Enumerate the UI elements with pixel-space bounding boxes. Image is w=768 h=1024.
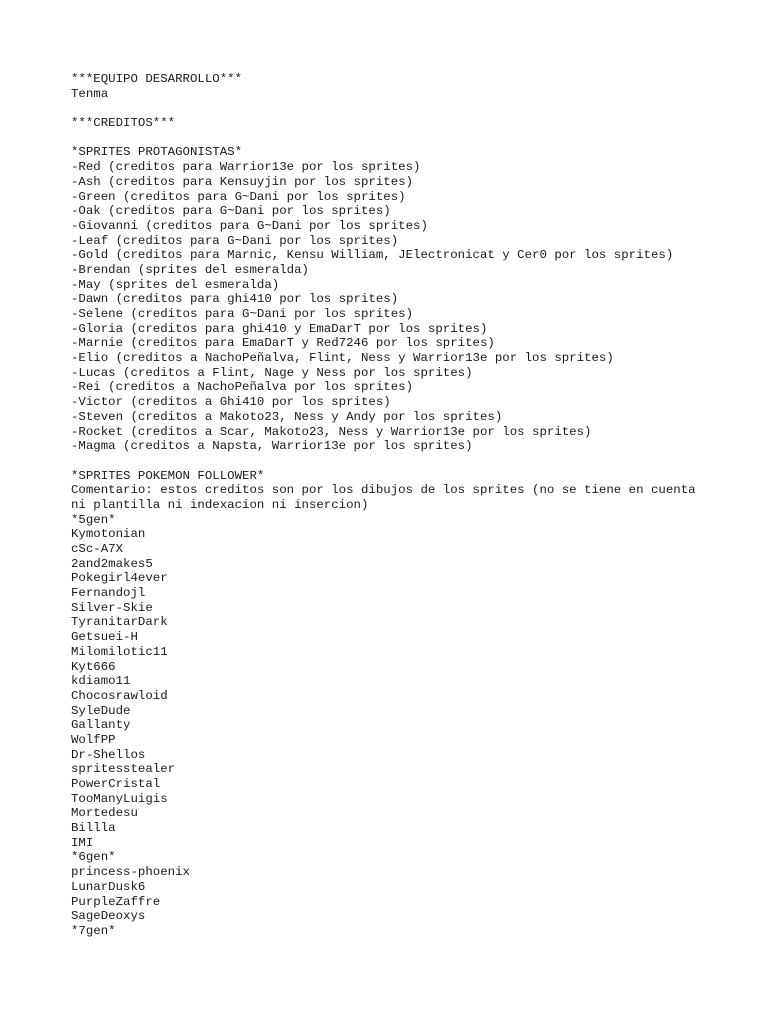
list-item: -Gold (creditos para Marnic, Kensu William, JElectronicat y Cer0 por los sprites): [71, 248, 674, 263]
list-item: -Rei (creditos a NachoPeñalva por los sprites): [71, 380, 414, 395]
spacer: [71, 101, 711, 116]
list-item: -Giovanni (creditos para G~Dani por los sprites): [71, 218, 428, 233]
followers-heading: *SPRITES POKEMON FOLLOWER*: [71, 468, 265, 483]
list-item: -Green (creditos para G~Dani por los sprites): [71, 189, 406, 204]
list-item: -Oak (creditos para G~Dani por los sprites): [71, 204, 391, 219]
list-item: -Rocket (creditos a Scar, Makoto23, Ness y Warrior13e por los sprites): [71, 424, 592, 439]
credits-heading: ***CREDITOS***: [71, 116, 176, 131]
list-item: -Lucas (creditos a Flint, Nage y Ness por los sprites): [71, 365, 473, 380]
list-item: Pokegirl4ever: [71, 571, 168, 586]
list-item: TooManyLuigis: [71, 791, 168, 806]
list-item: Gallanty: [71, 718, 131, 733]
gen6-list: [71, 865, 711, 924]
list-item: -Leaf (creditos para G~Dani por los sprites): [71, 233, 399, 248]
list-item: IMI: [71, 835, 94, 850]
list-item: -Elio (creditos a NachoPeñalva, Flint, Ness y Warrior13e por los sprites): [71, 351, 614, 366]
list-item: SyleDude: [71, 703, 131, 718]
list-item: Kyt666: [71, 659, 116, 674]
list-item: kdiamo11: [71, 674, 131, 689]
list-item: princess-phoenix: [71, 865, 190, 880]
list-item: -Selene (creditos para G~Dani por los sprites): [71, 307, 414, 321]
list-item: spritesstealer: [71, 762, 176, 777]
list-item: LunarDusk6: [71, 879, 146, 894]
list-item: -May (sprites del esmeralda): [71, 277, 280, 292]
list-item: Kymotonian: [71, 527, 146, 542]
list-item: Chocosrawloid: [71, 688, 168, 703]
protagonists-heading: *SPRITES PROTAGONISTAS*: [71, 145, 243, 160]
list-item: -Red (creditos para Warrior13e por los sprites): [71, 160, 421, 175]
list-item: 2and2makes5: [71, 556, 153, 571]
gen5-list: [71, 527, 711, 850]
list-item: -Gloria (creditos para ghi410 y EmaDarT por los sprites): [71, 321, 488, 336]
list-item: Silver-Skie: [71, 600, 153, 615]
list-item: -Ash (creditos para Kensuyjin por los sprites): [71, 174, 414, 189]
list-item: Fernandojl: [71, 586, 146, 601]
team-heading: ***EQUIPO DESARROLLO***: [71, 72, 243, 86]
list-item: -Magma (creditos a Napsta, Warrior13e por los sprites): [71, 439, 473, 454]
list-item: TyranitarDark: [71, 615, 168, 630]
list-item: -Brendan (sprites del esmeralda): [71, 262, 309, 277]
list-item: WolfPP: [71, 732, 116, 747]
protagonists-list: [71, 160, 711, 454]
list-item: Milomilotic11: [71, 644, 168, 659]
list-item: -Steven (creditos a Makoto23, Ness y Andy por los sprites): [71, 409, 503, 424]
gen5-heading: *5gen*: [71, 512, 116, 527]
list-item: -Marnie (creditos para EmaDarT y Red7246 por los sprites): [71, 336, 495, 351]
list-item: cSc-A7X: [71, 542, 124, 557]
list-item: Billla: [71, 821, 116, 836]
document-page: [71, 72, 711, 939]
list-item: Getsuei-H: [71, 630, 138, 645]
spacer: [71, 131, 711, 146]
followers-comment: Comentario: estos creditos son por los dibujos de los sprites (no se tiene en cuenta ni plantilla ni indexacion ni insercion): [71, 483, 704, 512]
list-item: Dr-Shellos: [71, 747, 146, 762]
list-item: PowerCristal: [71, 777, 161, 792]
list-item: -Victor (creditos a Ghi410 por los sprites): [71, 395, 391, 410]
list-item: Mortedesu: [71, 806, 138, 821]
team-member: Tenma: [71, 86, 109, 101]
gen6-heading: *6gen*: [71, 850, 116, 865]
list-item: -Dawn (creditos para ghi410 por los sprites): [71, 292, 399, 307]
list-item: PurpleZaffre: [71, 894, 161, 909]
spacer: [71, 454, 711, 469]
list-item: SageDeoxys: [71, 909, 146, 924]
gen7-heading: *7gen*: [71, 923, 116, 938]
